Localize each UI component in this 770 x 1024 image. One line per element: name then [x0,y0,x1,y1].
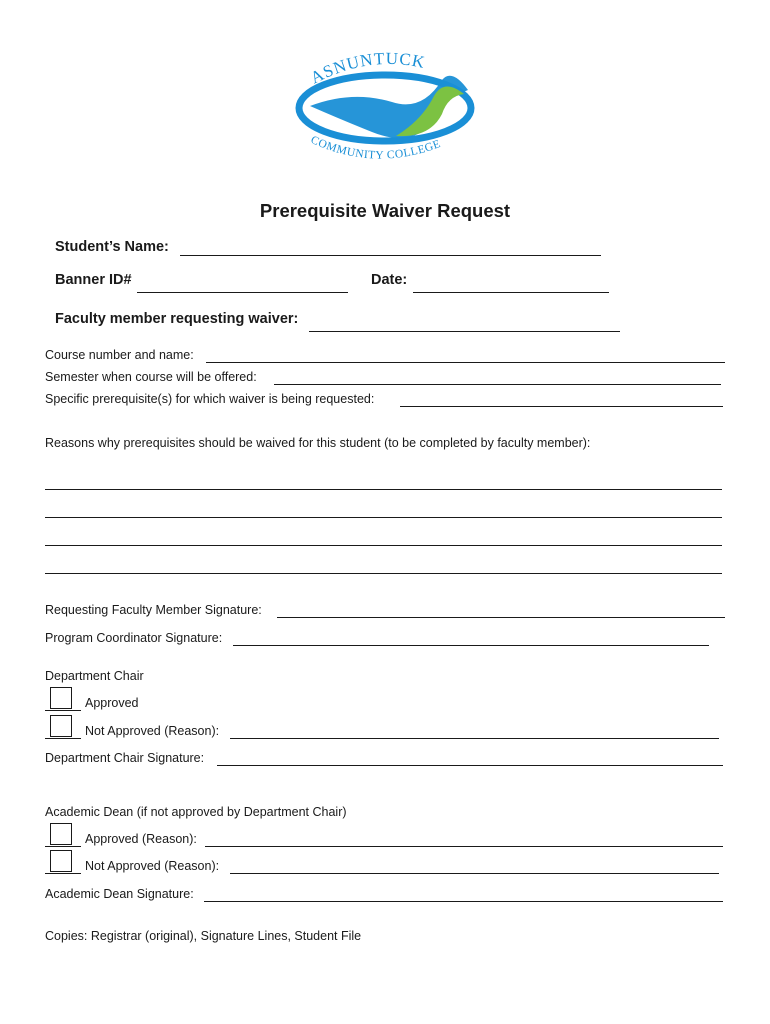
chair-approved-blank [45,710,81,711]
dean-approved-label: Approved (Reason): [85,832,197,846]
department-chair-heading: Department Chair [45,669,144,683]
reasons-line-2[interactable] [45,517,722,518]
chair-not-approved-blank [45,738,81,739]
chair-signature-label: Department Chair Signature: [45,751,205,765]
chair-not-approved-label: Not Approved (Reason): [85,724,220,738]
banner-id-label: Banner ID# [55,272,132,288]
chair-approved-checkbox[interactable] [50,687,72,709]
reasons-line-3[interactable] [45,545,722,546]
semester-line[interactable] [274,384,721,385]
dean-not-approved-checkbox[interactable] [50,850,72,872]
dean-signature-line[interactable] [204,901,723,902]
reasons-line-1[interactable] [45,489,722,490]
course-line[interactable] [206,362,725,363]
dean-not-approved-blank [45,873,81,874]
banner-id-line[interactable] [137,292,348,293]
svg-text:ASNUNTUCK [307,50,427,87]
coordinator-signature-line[interactable] [233,645,709,646]
student-name-label: Student’s Name: [55,239,169,255]
faculty-signature-label: Requesting Faculty Member Signature: [45,603,262,617]
dean-approved-blank [45,846,81,847]
college-logo [292,50,478,166]
prerequisites-label: Specific prerequisite(s) for which waiver is being requested: [45,392,375,406]
course-label: Course number and name: [45,348,194,362]
dean-not-approved-reason-line[interactable] [230,873,719,874]
chair-approved-label: Approved [85,696,139,710]
chair-reason-line[interactable] [230,738,719,739]
logo-name-bottom: COMMUNITY COLLEGE [308,133,443,162]
dean-approved-reason-line[interactable] [205,846,723,847]
reasons-label: Reasons why prerequisites should be waived for this student (to be completed by faculty member): [45,436,591,450]
copies-note: Copies: Registrar (original), Signature Lines, Student File [45,929,362,943]
student-name-line[interactable] [180,255,601,256]
dean-signature-label: Academic Dean Signature: [45,887,194,901]
page-title: Prerequisite Waiver Request [259,200,511,221]
semester-label: Semester when course will be offered: [45,370,257,384]
date-label: Date: [371,272,408,288]
coordinator-signature-label: Program Coordinator Signature: [45,631,223,645]
academic-dean-heading: Academic Dean (if not approved by Department Chair) [45,805,347,819]
chair-signature-line[interactable] [217,765,723,766]
reasons-line-4[interactable] [45,573,722,574]
faculty-member-label: Faculty member requesting waiver: [55,311,299,327]
chair-not-approved-checkbox[interactable] [50,715,72,737]
faculty-signature-line[interactable] [277,617,725,618]
prerequisites-line[interactable] [400,406,723,407]
faculty-member-line[interactable] [309,331,620,332]
date-line[interactable] [413,292,609,293]
dean-approved-checkbox[interactable] [50,823,72,845]
logo-name-top: ASNUNTUCK [307,50,428,88]
dean-not-approved-label: Not Approved (Reason): [85,859,220,873]
